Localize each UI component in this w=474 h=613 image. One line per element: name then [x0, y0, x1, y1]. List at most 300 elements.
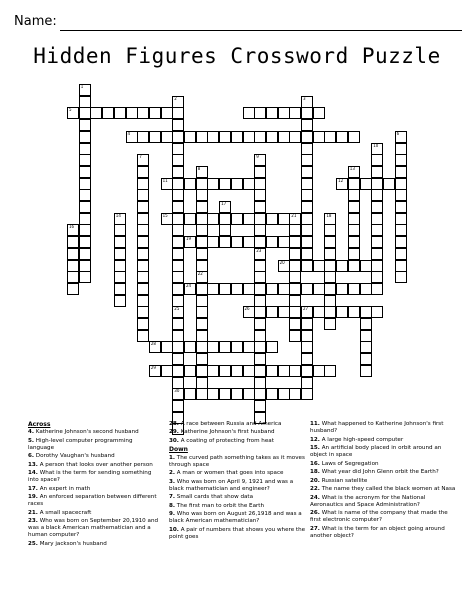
grid-cell[interactable] — [395, 131, 407, 143]
grid-cell[interactable] — [79, 178, 91, 190]
grid-cell[interactable] — [278, 260, 290, 272]
grid-cell[interactable] — [301, 306, 313, 318]
grid-cell[interactable] — [79, 236, 91, 248]
grid-cell[interactable] — [172, 295, 184, 307]
grid-cell[interactable] — [172, 143, 184, 155]
grid-cell[interactable] — [196, 318, 208, 330]
grid-cell[interactable] — [196, 353, 208, 365]
grid-cell[interactable] — [79, 84, 91, 96]
grid-cell[interactable] — [395, 189, 407, 201]
grid-cell[interactable] — [289, 236, 301, 248]
grid-cell[interactable] — [395, 224, 407, 236]
grid-cell[interactable] — [219, 341, 231, 353]
grid-cell[interactable] — [289, 330, 301, 342]
grid-cell[interactable] — [137, 306, 149, 318]
grid-cell[interactable] — [301, 143, 313, 155]
grid-cell[interactable] — [395, 201, 407, 213]
grid-cell[interactable] — [243, 178, 255, 190]
grid-cell[interactable] — [172, 248, 184, 260]
grid-cell[interactable] — [196, 365, 208, 377]
grid-cell[interactable] — [172, 377, 184, 389]
grid-cell[interactable] — [67, 236, 79, 248]
grid-cell[interactable] — [266, 306, 278, 318]
grid-cell[interactable] — [172, 306, 184, 318]
grid-cell[interactable] — [79, 201, 91, 213]
grid-cell[interactable] — [395, 178, 407, 190]
grid-cell[interactable] — [161, 107, 173, 119]
grid-cell[interactable] — [114, 224, 126, 236]
grid-cell[interactable] — [289, 271, 301, 283]
grid-cell[interactable] — [301, 365, 313, 377]
grid-cell[interactable] — [360, 330, 372, 342]
grid-cell[interactable] — [278, 213, 290, 225]
grid-cell[interactable] — [371, 189, 383, 201]
grid-cell[interactable] — [289, 283, 301, 295]
grid-cell[interactable] — [324, 236, 336, 248]
grid-cell[interactable] — [196, 201, 208, 213]
grid-cell[interactable] — [207, 236, 219, 248]
grid-cell[interactable] — [336, 260, 348, 272]
grid-cell[interactable] — [219, 365, 231, 377]
grid-cell[interactable] — [172, 107, 184, 119]
grid-cell[interactable] — [79, 107, 91, 119]
grid-cell[interactable] — [172, 154, 184, 166]
grid-cell[interactable] — [67, 271, 79, 283]
grid-cell[interactable] — [360, 283, 372, 295]
grid-cell[interactable] — [137, 131, 149, 143]
grid-cell[interactable] — [289, 306, 301, 318]
grid-cell[interactable] — [371, 224, 383, 236]
grid-cell[interactable] — [172, 400, 184, 412]
grid-cell[interactable] — [172, 365, 184, 377]
grid-cell[interactable] — [254, 318, 266, 330]
grid-cell[interactable] — [172, 388, 184, 400]
grid-cell[interactable] — [219, 388, 231, 400]
grid-cell[interactable] — [196, 295, 208, 307]
grid-cell[interactable] — [243, 213, 255, 225]
grid-cell[interactable] — [360, 306, 372, 318]
grid-cell[interactable] — [231, 365, 243, 377]
grid-cell[interactable] — [219, 224, 231, 236]
grid-cell[interactable] — [301, 96, 313, 108]
grid-cell[interactable] — [266, 341, 278, 353]
grid-cell[interactable] — [278, 306, 290, 318]
grid-cell[interactable] — [371, 236, 383, 248]
grid-cell[interactable] — [254, 189, 266, 201]
grid-cell[interactable] — [324, 248, 336, 260]
grid-cell[interactable] — [371, 178, 383, 190]
grid-cell[interactable] — [207, 365, 219, 377]
grid-cell[interactable] — [301, 131, 313, 143]
grid-cell[interactable] — [172, 283, 184, 295]
grid-cell[interactable] — [289, 318, 301, 330]
grid-cell[interactable] — [79, 131, 91, 143]
grid-cell[interactable] — [126, 107, 138, 119]
grid-cell[interactable] — [301, 178, 313, 190]
grid-cell[interactable] — [196, 341, 208, 353]
grid-cell[interactable] — [207, 178, 219, 190]
grid-cell[interactable] — [137, 189, 149, 201]
grid-cell[interactable] — [196, 271, 208, 283]
grid-cell[interactable] — [231, 213, 243, 225]
grid-cell[interactable] — [371, 306, 383, 318]
grid-cell[interactable] — [114, 295, 126, 307]
grid-cell[interactable] — [172, 119, 184, 131]
grid-cell[interactable] — [172, 166, 184, 178]
grid-cell[interactable] — [219, 131, 231, 143]
grid-cell[interactable] — [114, 107, 126, 119]
grid-cell[interactable] — [207, 131, 219, 143]
grid-cell[interactable] — [301, 189, 313, 201]
grid-cell[interactable] — [196, 377, 208, 389]
grid-cell[interactable] — [196, 166, 208, 178]
grid-cell[interactable] — [289, 388, 301, 400]
grid-cell[interactable] — [301, 388, 313, 400]
grid-cell[interactable] — [348, 306, 360, 318]
grid-cell[interactable] — [371, 154, 383, 166]
grid-cell[interactable] — [395, 236, 407, 248]
grid-cell[interactable] — [254, 353, 266, 365]
grid-cell[interactable] — [289, 131, 301, 143]
grid-cell[interactable] — [207, 213, 219, 225]
grid-cell[interactable] — [137, 107, 149, 119]
grid-cell[interactable] — [301, 107, 313, 119]
grid-cell[interactable] — [219, 236, 231, 248]
grid-cell[interactable] — [231, 178, 243, 190]
grid-cell[interactable] — [348, 166, 360, 178]
grid-cell[interactable] — [254, 365, 266, 377]
grid-cell[interactable] — [196, 330, 208, 342]
grid-cell[interactable] — [79, 260, 91, 272]
grid-cell[interactable] — [114, 248, 126, 260]
grid-cell[interactable] — [254, 306, 266, 318]
grid-cell[interactable] — [301, 213, 313, 225]
grid-cell[interactable] — [184, 236, 196, 248]
grid-cell[interactable] — [301, 236, 313, 248]
grid-cell[interactable] — [301, 154, 313, 166]
grid-cell[interactable] — [114, 260, 126, 272]
grid-cell[interactable] — [324, 306, 336, 318]
grid-cell[interactable] — [79, 143, 91, 155]
grid-cell[interactable] — [114, 236, 126, 248]
grid-cell[interactable] — [301, 341, 313, 353]
grid-cell[interactable] — [243, 306, 255, 318]
grid-cell[interactable] — [243, 131, 255, 143]
grid-cell[interactable] — [278, 388, 290, 400]
grid-cell[interactable] — [360, 341, 372, 353]
grid-cell[interactable] — [172, 201, 184, 213]
grid-cell[interactable] — [137, 166, 149, 178]
grid-cell[interactable] — [254, 377, 266, 389]
grid-cell[interactable] — [324, 295, 336, 307]
grid-cell[interactable] — [196, 213, 208, 225]
grid-cell[interactable] — [67, 260, 79, 272]
grid-cell[interactable] — [184, 341, 196, 353]
grid-cell[interactable] — [278, 283, 290, 295]
grid-cell[interactable] — [172, 318, 184, 330]
grid-cell[interactable] — [254, 400, 266, 412]
grid-cell[interactable] — [348, 201, 360, 213]
grid-cell[interactable] — [371, 260, 383, 272]
grid-cell[interactable] — [254, 201, 266, 213]
grid-cell[interactable] — [137, 201, 149, 213]
grid-cell[interactable] — [172, 189, 184, 201]
grid-cell[interactable] — [196, 236, 208, 248]
grid-cell[interactable] — [301, 166, 313, 178]
grid-cell[interactable] — [172, 213, 184, 225]
grid-cell[interactable] — [79, 189, 91, 201]
grid-cell[interactable] — [137, 236, 149, 248]
grid-cell[interactable] — [395, 166, 407, 178]
grid-cell[interactable] — [207, 283, 219, 295]
grid-cell[interactable] — [172, 178, 184, 190]
grid-cell[interactable] — [254, 248, 266, 260]
grid-cell[interactable] — [371, 213, 383, 225]
grid-cell[interactable] — [207, 341, 219, 353]
grid-cell[interactable] — [336, 306, 348, 318]
grid-cell[interactable] — [360, 178, 372, 190]
grid-cell[interactable] — [360, 365, 372, 377]
grid-cell[interactable] — [383, 178, 395, 190]
grid-cell[interactable] — [172, 260, 184, 272]
grid-cell[interactable] — [219, 213, 231, 225]
grid-cell[interactable] — [348, 178, 360, 190]
grid-cell[interactable] — [196, 224, 208, 236]
grid-cell[interactable] — [67, 107, 79, 119]
grid-cell[interactable] — [289, 248, 301, 260]
grid-cell[interactable] — [395, 248, 407, 260]
grid-cell[interactable] — [266, 107, 278, 119]
grid-cell[interactable] — [172, 236, 184, 248]
grid-cell[interactable] — [207, 388, 219, 400]
grid-cell[interactable] — [196, 178, 208, 190]
grid-cell[interactable] — [149, 341, 161, 353]
grid-cell[interactable] — [301, 224, 313, 236]
grid-cell[interactable] — [348, 248, 360, 260]
grid-cell[interactable] — [254, 213, 266, 225]
grid-cell[interactable] — [79, 248, 91, 260]
grid-cell[interactable] — [266, 365, 278, 377]
grid-cell[interactable] — [360, 353, 372, 365]
grid-cell[interactable] — [324, 224, 336, 236]
grid-cell[interactable] — [301, 330, 313, 342]
grid-cell[interactable] — [161, 178, 173, 190]
grid-cell[interactable] — [254, 260, 266, 272]
grid-cell[interactable] — [184, 365, 196, 377]
grid-cell[interactable] — [102, 107, 114, 119]
grid-cell[interactable] — [172, 353, 184, 365]
grid-cell[interactable] — [371, 271, 383, 283]
grid-cell[interactable] — [184, 283, 196, 295]
grid-cell[interactable] — [243, 365, 255, 377]
grid-cell[interactable] — [313, 107, 325, 119]
grid-cell[interactable] — [79, 119, 91, 131]
grid-cell[interactable] — [254, 154, 266, 166]
grid-cell[interactable] — [196, 248, 208, 260]
grid-cell[interactable] — [395, 213, 407, 225]
grid-cell[interactable] — [254, 107, 266, 119]
grid-cell[interactable] — [254, 341, 266, 353]
grid-cell[interactable] — [266, 236, 278, 248]
grid-cell[interactable] — [196, 189, 208, 201]
grid-cell[interactable] — [67, 248, 79, 260]
grid-cell[interactable] — [67, 283, 79, 295]
grid-cell[interactable] — [278, 365, 290, 377]
grid-cell[interactable] — [278, 107, 290, 119]
grid-cell[interactable] — [114, 271, 126, 283]
grid-cell[interactable] — [231, 341, 243, 353]
grid-cell[interactable] — [184, 178, 196, 190]
grid-cell[interactable] — [324, 283, 336, 295]
grid-cell[interactable] — [348, 283, 360, 295]
grid-cell[interactable] — [289, 107, 301, 119]
grid-cell[interactable] — [289, 260, 301, 272]
grid-cell[interactable] — [395, 143, 407, 155]
grid-cell[interactable] — [313, 365, 325, 377]
grid-cell[interactable] — [243, 341, 255, 353]
grid-cell[interactable] — [243, 236, 255, 248]
grid-cell[interactable] — [360, 318, 372, 330]
grid-cell[interactable] — [137, 224, 149, 236]
grid-cell[interactable] — [324, 318, 336, 330]
grid-cell[interactable] — [196, 260, 208, 272]
grid-cell[interactable] — [137, 318, 149, 330]
grid-cell[interactable] — [254, 224, 266, 236]
grid-cell[interactable] — [172, 271, 184, 283]
grid-cell[interactable] — [243, 388, 255, 400]
grid-cell[interactable] — [114, 213, 126, 225]
grid-cell[interactable] — [231, 131, 243, 143]
grid-cell[interactable] — [348, 260, 360, 272]
grid-cell[interactable] — [184, 213, 196, 225]
grid-cell[interactable] — [348, 189, 360, 201]
grid-cell[interactable] — [395, 154, 407, 166]
grid-cell[interactable] — [301, 260, 313, 272]
grid-cell[interactable] — [254, 295, 266, 307]
grid-cell[interactable] — [324, 365, 336, 377]
grid-cell[interactable] — [371, 201, 383, 213]
grid-cell[interactable] — [137, 248, 149, 260]
grid-cell[interactable] — [336, 131, 348, 143]
grid-cell[interactable] — [161, 131, 173, 143]
grid-cell[interactable] — [313, 283, 325, 295]
grid-cell[interactable] — [254, 283, 266, 295]
grid-cell[interactable] — [149, 107, 161, 119]
grid-cell[interactable] — [231, 236, 243, 248]
grid-cell[interactable] — [137, 283, 149, 295]
grid-cell[interactable] — [149, 365, 161, 377]
grid-cell[interactable] — [371, 283, 383, 295]
grid-cell[interactable] — [196, 306, 208, 318]
grid-cell[interactable] — [324, 260, 336, 272]
grid-cell[interactable] — [196, 131, 208, 143]
grid-cell[interactable] — [324, 271, 336, 283]
grid-cell[interactable] — [254, 388, 266, 400]
grid-cell[interactable] — [172, 96, 184, 108]
grid-cell[interactable] — [324, 213, 336, 225]
grid-cell[interactable] — [67, 224, 79, 236]
grid-cell[interactable] — [360, 260, 372, 272]
grid-cell[interactable] — [266, 388, 278, 400]
grid-cell[interactable] — [313, 131, 325, 143]
grid-cell[interactable] — [278, 131, 290, 143]
grid-cell[interactable] — [137, 271, 149, 283]
grid-cell[interactable] — [301, 201, 313, 213]
grid-cell[interactable] — [114, 283, 126, 295]
grid-cell[interactable] — [348, 236, 360, 248]
grid-cell[interactable] — [266, 283, 278, 295]
grid-cell[interactable] — [301, 283, 313, 295]
grid-cell[interactable] — [184, 388, 196, 400]
grid-cell[interactable] — [79, 224, 91, 236]
grid-cell[interactable] — [172, 341, 184, 353]
grid-cell[interactable] — [348, 224, 360, 236]
grid-cell[interactable] — [289, 224, 301, 236]
grid-cell[interactable] — [137, 260, 149, 272]
grid-cell[interactable] — [395, 260, 407, 272]
grid-cell[interactable] — [161, 341, 173, 353]
grid-cell[interactable] — [313, 260, 325, 272]
grid-cell[interactable] — [395, 271, 407, 283]
grid-cell[interactable] — [126, 131, 138, 143]
grid-cell[interactable] — [90, 107, 102, 119]
grid-cell[interactable] — [371, 248, 383, 260]
grid-cell[interactable] — [231, 388, 243, 400]
grid-cell[interactable] — [79, 213, 91, 225]
grid-cell[interactable] — [301, 377, 313, 389]
grid-cell[interactable] — [79, 166, 91, 178]
grid-cell[interactable] — [348, 131, 360, 143]
grid-cell[interactable] — [137, 213, 149, 225]
grid-cell[interactable] — [137, 178, 149, 190]
grid-cell[interactable] — [137, 154, 149, 166]
grid-cell[interactable] — [172, 224, 184, 236]
grid-cell[interactable] — [243, 107, 255, 119]
grid-cell[interactable] — [219, 178, 231, 190]
grid-cell[interactable] — [196, 283, 208, 295]
grid-cell[interactable] — [254, 166, 266, 178]
grid-cell[interactable] — [348, 213, 360, 225]
grid-cell[interactable] — [336, 283, 348, 295]
grid-cell[interactable] — [266, 213, 278, 225]
grid-cell[interactable] — [161, 365, 173, 377]
grid-cell[interactable] — [243, 283, 255, 295]
grid-cell[interactable] — [149, 131, 161, 143]
grid-cell[interactable] — [336, 178, 348, 190]
grid-cell[interactable] — [289, 365, 301, 377]
grid-cell[interactable] — [79, 154, 91, 166]
grid-cell[interactable] — [196, 388, 208, 400]
grid-cell[interactable] — [371, 166, 383, 178]
grid-cell[interactable] — [289, 213, 301, 225]
grid-cell[interactable] — [313, 306, 325, 318]
grid-cell[interactable] — [254, 236, 266, 248]
grid-cell[interactable] — [219, 201, 231, 213]
grid-cell[interactable] — [254, 271, 266, 283]
grid-cell[interactable] — [278, 236, 290, 248]
grid-cell[interactable] — [301, 318, 313, 330]
grid-cell[interactable] — [301, 353, 313, 365]
grid-cell[interactable] — [79, 271, 91, 283]
grid-cell[interactable] — [254, 330, 266, 342]
grid-cell[interactable] — [254, 131, 266, 143]
grid-cell[interactable] — [79, 96, 91, 108]
grid-cell[interactable] — [231, 283, 243, 295]
grid-cell[interactable] — [371, 143, 383, 155]
grid-cell[interactable] — [254, 178, 266, 190]
grid-cell[interactable] — [137, 330, 149, 342]
grid-cell[interactable] — [301, 248, 313, 260]
